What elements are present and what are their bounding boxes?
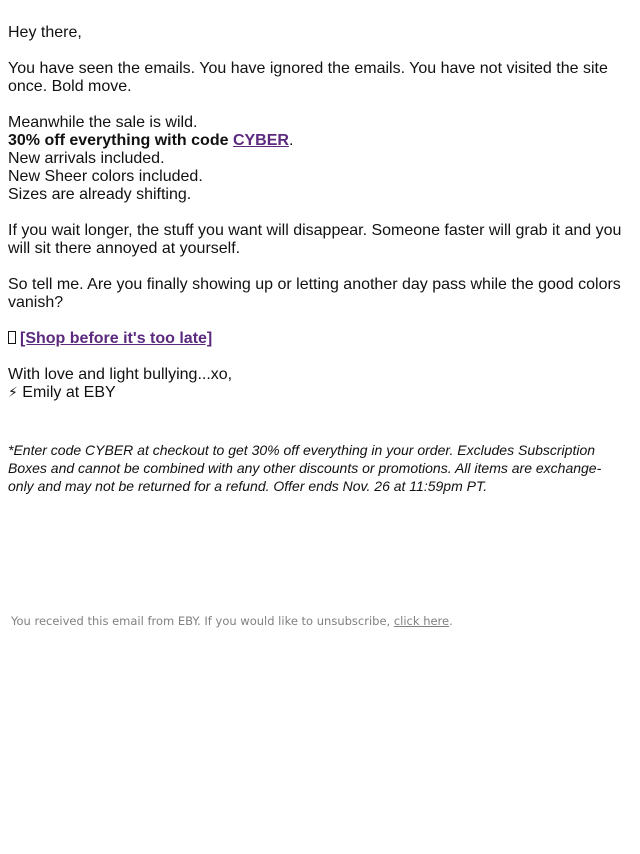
sale-line: Meanwhile the sale is wild. (8, 114, 198, 131)
urgency-paragraph: If you wait longer, the stuff you want will disappear. Someone faster will grab it and you will sit there annoyed at yourself. (8, 222, 622, 257)
footer-suffix: . (449, 614, 453, 628)
intro-paragraph: You have seen the emails. You have ignored the emails. You have not visited the site once. Bold move. (8, 60, 608, 95)
email-body (8, 24, 632, 402)
signoff: With love and light bullying...xo, (8, 366, 233, 383)
lightning-bolt-icon: ⚡ (8, 385, 18, 401)
offer-disclaimer: *Enter code CYBER at checkout to get 30% off everything in your order. Excludes Subscription Boxes and cannot be combined with any other discounts or promotions. All items are exchange-only and may not be returned for a refund. Offer ends Nov. 26 at 11:59pm PT. (8, 442, 602, 494)
greeting: Hey there, (8, 24, 82, 41)
question-paragraph: So tell me. Are you finally showing up or letting another day pass while the good colors vanish? (8, 276, 621, 311)
sale-block (8, 114, 632, 204)
cta-row (8, 330, 632, 348)
offer-line (8, 132, 632, 150)
feature-line-sheer-colors: New Sheer colors included. (8, 168, 203, 185)
offer-suffix: . (288, 132, 294, 149)
signature-name: Emily at EBY (22, 384, 116, 401)
email-footer (11, 613, 453, 629)
pointing-arrow-icon (8, 331, 16, 344)
signature-block (8, 366, 632, 402)
feature-line-sizes: Sizes are already shifting. (8, 186, 192, 203)
signature-line (8, 384, 632, 402)
shop-now-link[interactable]: [Shop before it's too late] (20, 330, 213, 347)
footer-text: You received this email from EBY. If you would like to unsubscribe, (11, 614, 394, 628)
unsubscribe-link[interactable]: click here (393, 614, 450, 628)
offer-text: 30% off everything with code (8, 132, 233, 149)
feature-line-new-arrivals: New arrivals included. (8, 150, 165, 167)
offer-code-link[interactable]: CYBER (232, 132, 289, 149)
